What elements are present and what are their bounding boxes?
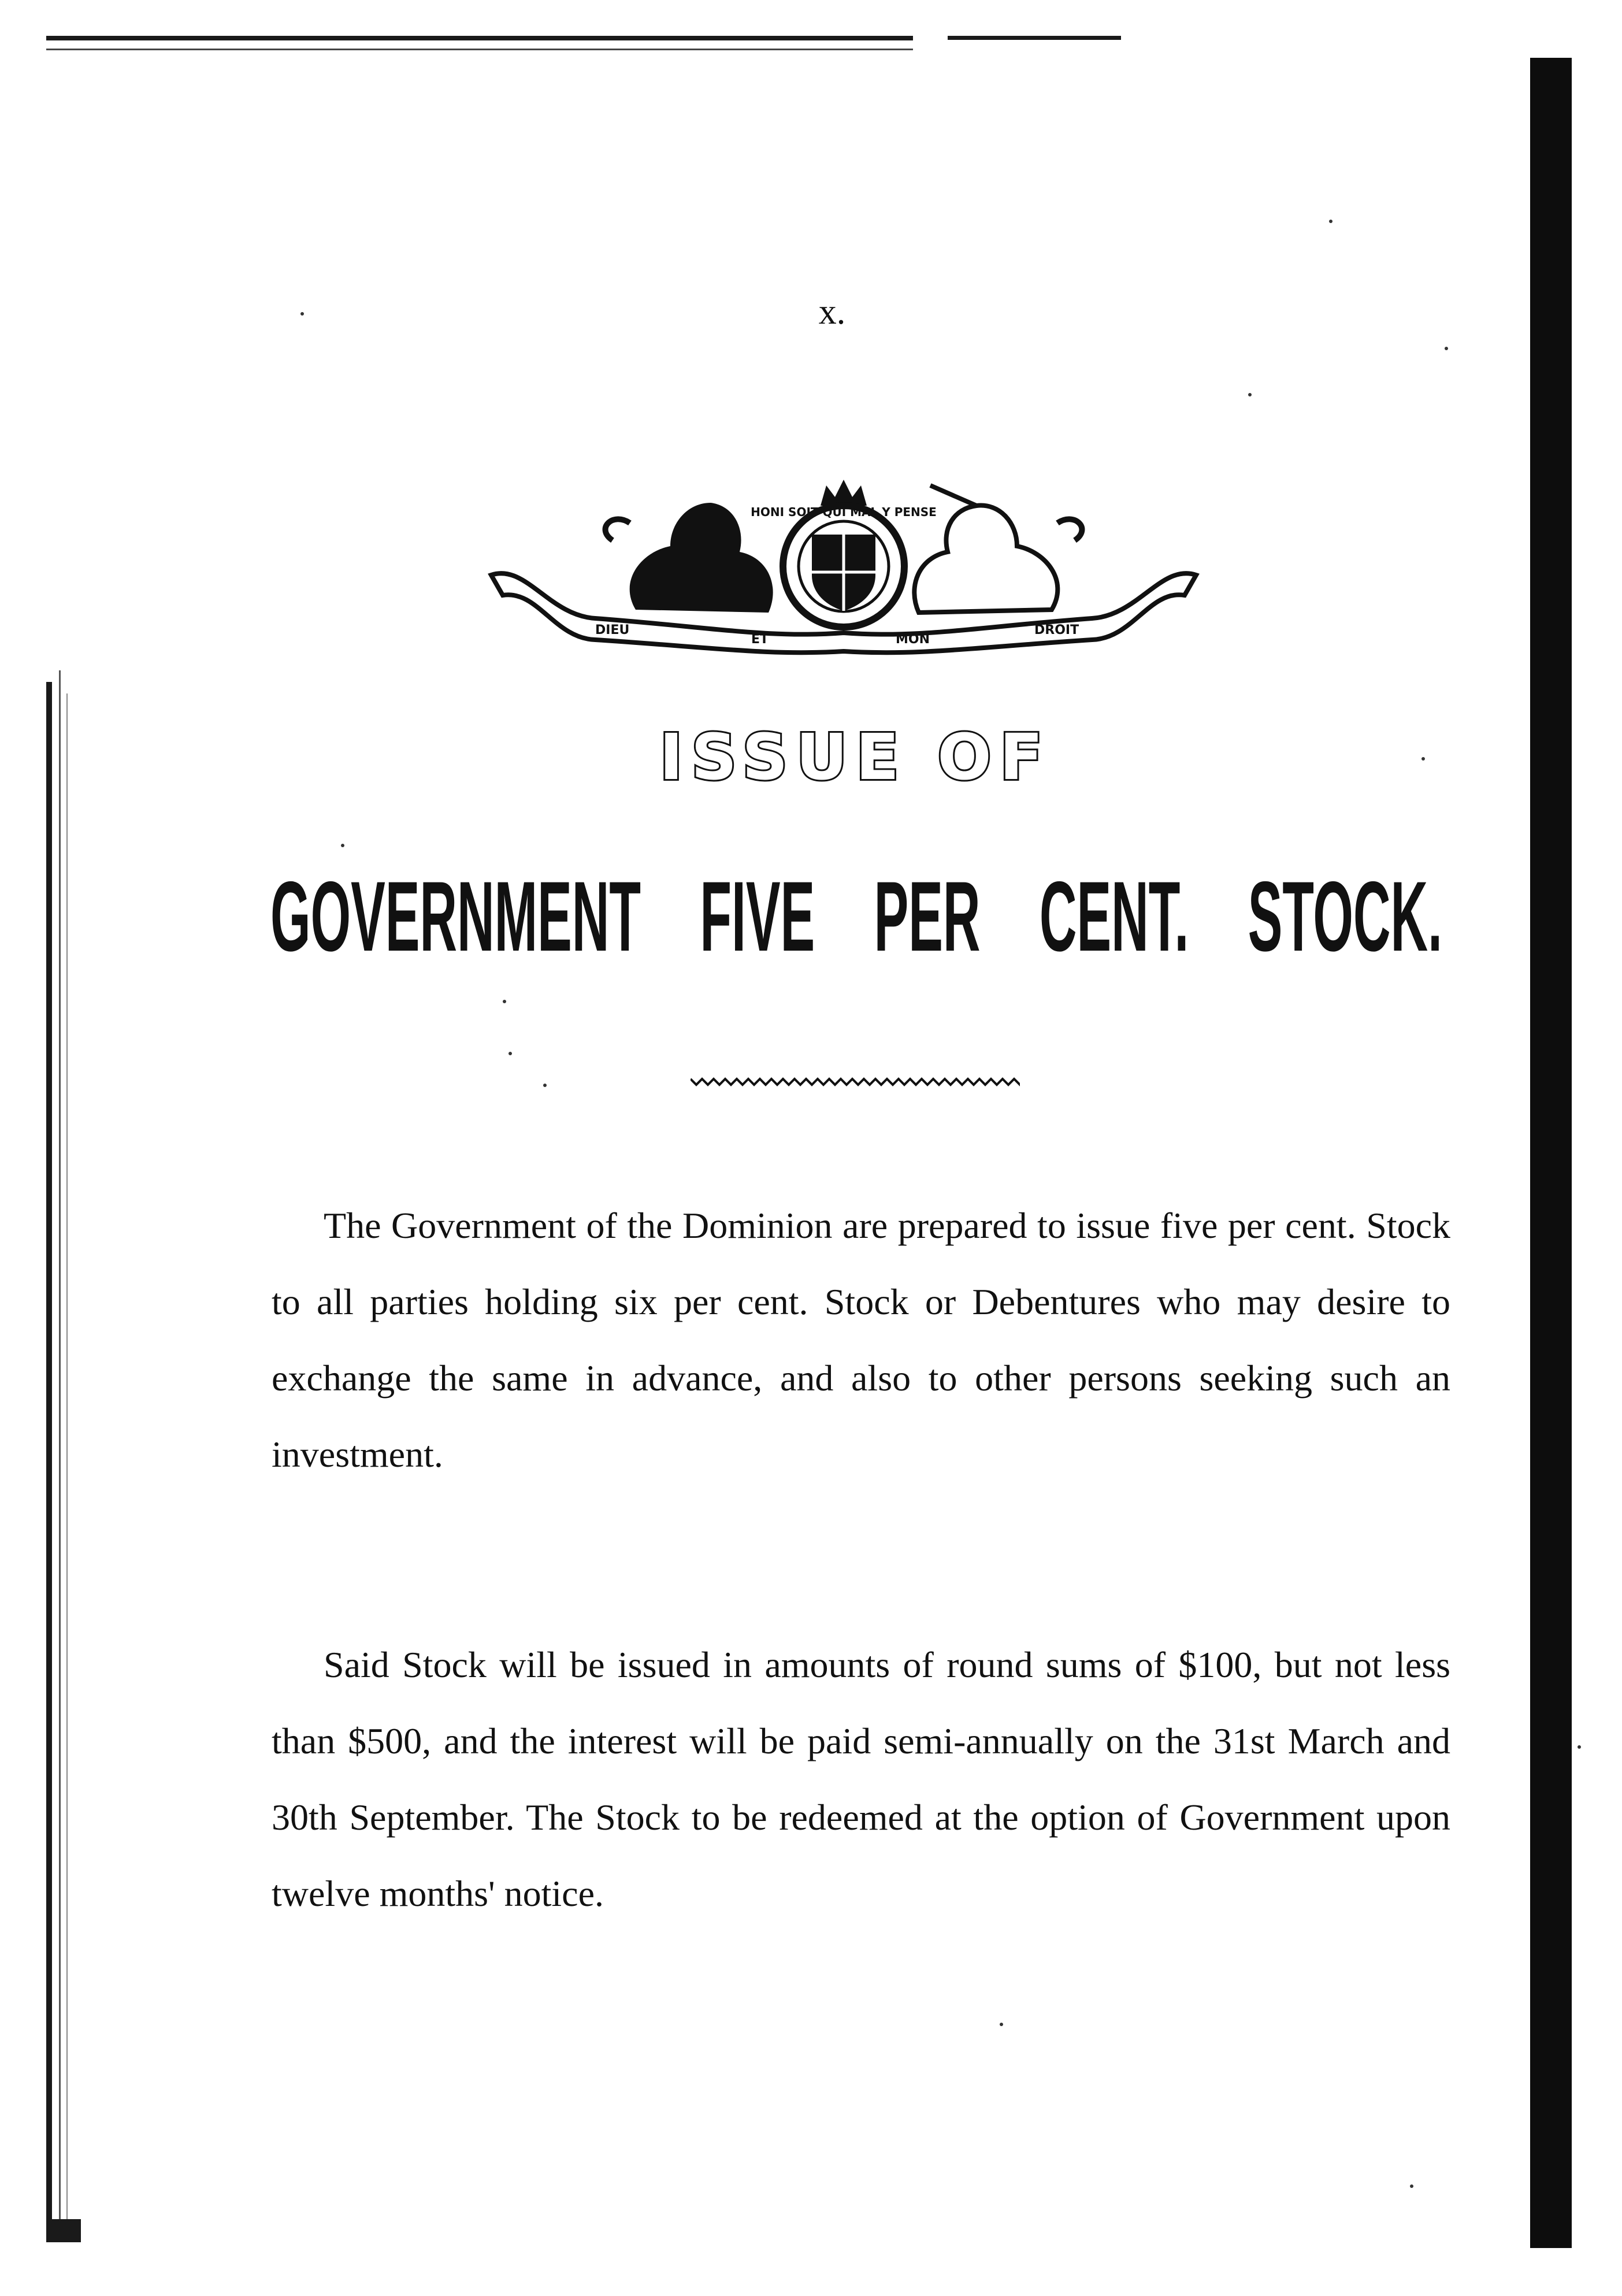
garter-inscription: HONI SOIT QUI MAL Y PENSE — [751, 505, 937, 519]
wavy-divider — [691, 1072, 1020, 1089]
heading-word-cent: CENT. — [1039, 861, 1189, 972]
speck — [1000, 2023, 1003, 2026]
royal-crest-illustration — [480, 471, 1208, 662]
paragraph-1 — [272, 1188, 1450, 1493]
page-number: x. — [818, 292, 846, 332]
speck — [509, 1052, 512, 1055]
speck — [543, 1084, 547, 1087]
speck — [341, 844, 344, 847]
motto-word-1: DIEU — [595, 623, 630, 637]
speck — [1410, 2184, 1413, 2188]
left-scan-edge — [46, 682, 52, 2242]
heading-word-per: PER — [874, 861, 981, 972]
paragraph-2-text: Said Stock will be issued in amounts of round sums of $100, but not less than $500, and the interest will be paid semi-annually on the 31st March and 30th September. The Stock to be redeemed at the option of Government upon twelve months' notice. — [272, 1644, 1450, 1914]
motto-word-2: ET — [751, 632, 769, 647]
paragraph-1-text: The Government of the Dominion are prepared to issue five per cent. Stock to all parties holding six per cent. Stock or Debentures who may desire to exchange the same in advance, and also to other persons seeking such an investment. — [272, 1205, 1450, 1475]
speck — [1445, 347, 1448, 350]
right-scan-edge — [1530, 58, 1572, 2248]
heading-word-stock: STOCK. — [1248, 861, 1442, 972]
speck — [503, 1000, 506, 1003]
heading-issue-of: ISSUE OF — [659, 720, 1051, 794]
speck — [1329, 220, 1333, 223]
speck — [300, 312, 304, 316]
left-scan-foot — [46, 2219, 81, 2242]
speck — [1421, 757, 1425, 761]
top-scan-rule-thin — [46, 49, 913, 50]
speck — [1578, 1745, 1581, 1749]
top-scan-rule — [46, 36, 913, 40]
heading-word-government: GOVERNMENT — [270, 861, 641, 972]
motto-word-3: MON — [896, 632, 930, 647]
left-scan-edge-inner — [59, 670, 61, 2242]
speck — [1248, 393, 1252, 396]
top-scan-rule-right — [948, 36, 1121, 40]
left-scan-edge-faint — [66, 693, 68, 2242]
heading-government-stock — [270, 861, 1442, 977]
motto-word-4: DROIT — [1034, 623, 1079, 637]
paragraph-2 — [272, 1627, 1450, 1932]
heading-word-five: FIVE — [700, 861, 815, 972]
